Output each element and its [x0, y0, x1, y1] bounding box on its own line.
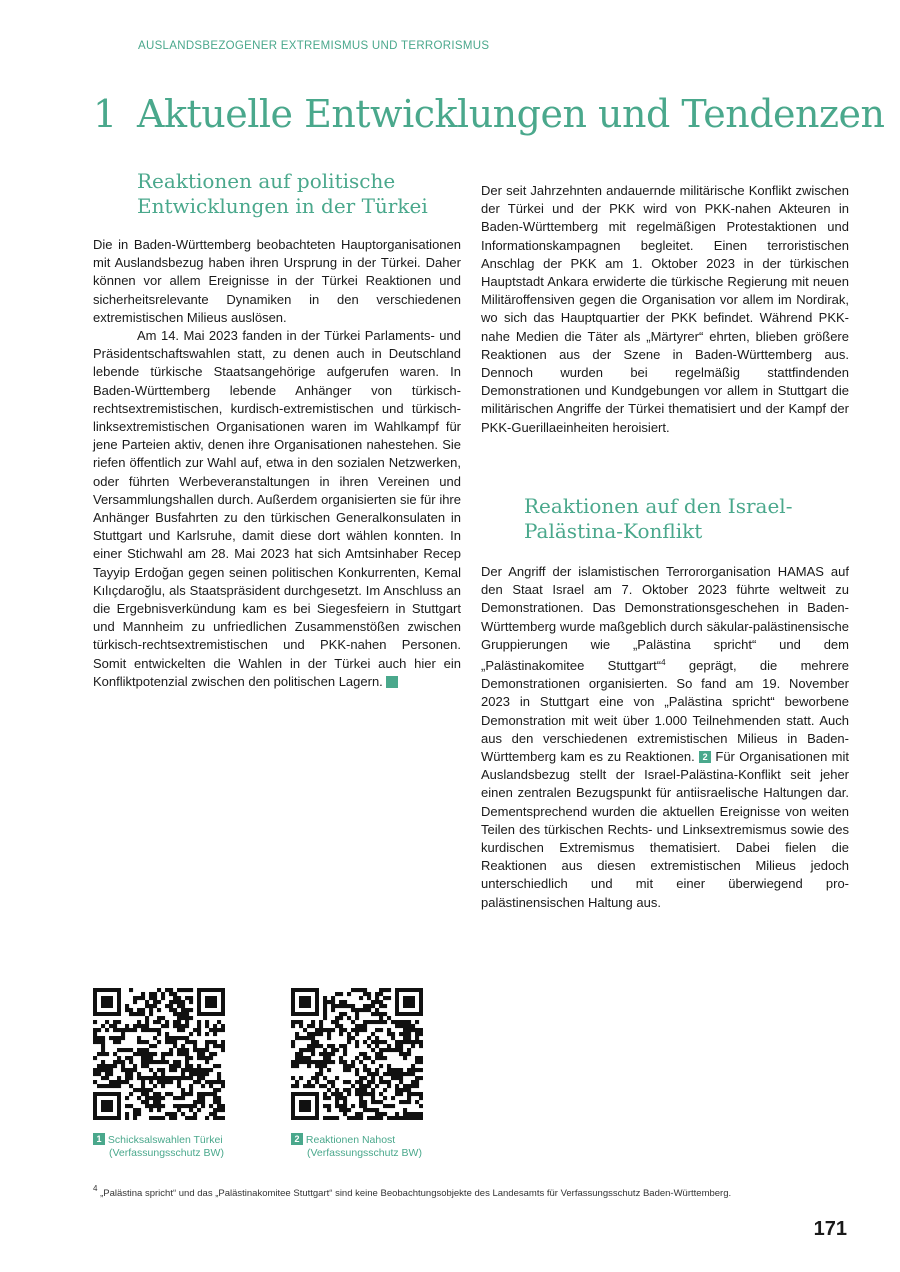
section-title-line: Reaktionen auf politische	[137, 169, 396, 193]
qr-code-icon[interactable]	[93, 988, 225, 1120]
paragraph-text: geprägt, die mehrere Demonstrationen organisierten. So fand am 19. November 2023 in Stuttgart eine von „Palästina spricht“ beworbene Demonstration mit weit über 1.000 Teilnehmenden statt. Auch aus den verschiedenen extremistischen Milieus in Baden-Württemberg kam es zu Reaktionen.	[481, 658, 850, 765]
paragraph	[93, 327, 461, 691]
right-column-section2	[481, 563, 849, 912]
paragraph-text: Für Organisationen mit Auslandsbezug stellt der Israel-Palästina-Konflikt seit jeher einen zentralen Bezugspunkt für antiisraelische Haltungen dar. Dementsprechend wurden die aktuellen Ereignisse von weiten Teilen des türkischen Rechts- und Linksextremismus sowie des kurdischen Extremismus thematisiert. Dabei fielen die Reaktionen aus diesen extremistischen Milieus jedoch unterschiedlich und mit einer überwiegend pro-palästinensischen Haltung aus.	[481, 749, 849, 910]
qr-code-icon[interactable]	[291, 988, 423, 1120]
qr-caption	[291, 1133, 422, 1160]
section-title-line: Reaktionen auf den Israel-	[524, 494, 793, 518]
footnote-marker: 4	[93, 1184, 98, 1193]
section-title-turkey	[137, 169, 428, 219]
paragraph	[481, 563, 849, 912]
right-column	[481, 182, 849, 437]
chapter-heading	[93, 92, 885, 136]
chapter-title: Aktuelle Entwicklungen und Tendenzen	[137, 92, 885, 136]
section-title-line: Palästina-Konflikt	[524, 519, 703, 543]
qr-caption-title: Schicksalswahlen Türkei	[107, 1134, 223, 1146]
paragraph-text: Am 14. Mai 2023 fanden in der Türkei Parlaments- und Präsidentschaftswahlen statt, zu denen auch in Deutschland lebende türkische Staatsangehörige aufgerufen waren. In Baden-Württemberg lebende Anhänger von türkisch-rechtsextremistischen, kurdisch-extremistischen und türkisch-linksextremistischen Organisationen waren im Wahlkampf für jene Parteien aktiv, denen ihre Organisationen nahestehen. Sie riefen öffentlich zur Wahl auf, etwa in den sozialen Netzwerken, oder führten Werbeveranstaltungen in ihren Vereinen und Versammlungshallen durch. Außerdem organisierten sie für ihre Anhänger Busfahrten zu den türkischen Generalkonsulaten in Stuttgart und Karlsruhe, damit diese dort wählen konnten. In einer Stichwahl am 28. Mai 2023 hat sich Amtsinhaber Recep Tayyip Erdoğan gegen seinen politischen Konkurrenten, Kemal Kılıçdaroğlu, als Staatspräsident durchgesetzt. Im Anschluss an die Ergebnisverkündung kam es bei Siegesfeiern in Stuttgart und Mannheim zu unfriedlichen Zusammenstößen zwischen türkisch-rechtsextremistischen und PKK-nahen Personen. Somit entwickelten die Wahlen in der Türkei auch hier ein Konfliktpotenzial zwischen den politischen Lagern.	[93, 328, 461, 689]
qr-caption	[93, 1133, 224, 1160]
page-number: 171	[813, 1218, 847, 1240]
running-header: AUSLANDSBEZOGENER EXTREMISMUS UND TERRORISMUS	[138, 40, 490, 52]
paragraph: Die in Baden-Württemberg beobachteten Hauptorganisationen mit Auslandsbezug haben ihren Ursprung in der Türkei. Daher können vor allem Ereignisse in der Türkei Reaktionen und sicherheitsrelevante Dynamiken in den verschiedenen extremistischen Milieus auslösen.	[93, 237, 461, 325]
footnote-reference: 4	[661, 658, 666, 668]
reference-badge: 1	[93, 1133, 105, 1145]
qr-caption-source: (Verfassungsschutz BW)	[109, 1147, 224, 1159]
paragraph: Der seit Jahrzehnten andauernde militärische Konflikt zwischen der Türkei und der PKK wird von PKK-nahen Akteuren in Baden-Württemberg mit regelmäßigen Protestaktionen und Informationskampagnen begleitet. Einen terroristischen Anschlag der PKK am 1. Oktober 2023 in der türkischen Hauptstadt Ankara erwiderte die türkische Regierung mit neuen Militäroffensiven gegen die Organisation vor allem im Nordirak, wo sich das Hauptquartier der PKK befindet. Während PKK-nahe Medien die Täter als „Märtyrer“ ehrten, blieben größere Reaktionen aus der Szene in Baden-Württemberg aus. Dennoch wurden bei regelmäßig stattfindenden Demonstrationen und Kundgebungen vor allem in Stuttgart die militärischen Angriffe der Türkei thematisiert und der Kampf der PKK-Guerillaeinheiten heroisiert.	[481, 183, 849, 435]
reference-badge: 1	[386, 676, 398, 688]
chapter-number: 1	[93, 92, 117, 136]
paragraph-text: Der Angriff der islamistischen Terrororganisation HAMAS auf den Staat Israel am 7. Oktober 2023 führte weltweit zu Demonstrationen. Das Demonstrationsgeschehen in Baden-Württemberg wurde maßgeblich durch säkular-palästinensische Gruppierungen wie „Palästina spricht“ und dem „Palästinakomitee Stuttgart“	[481, 564, 849, 674]
qr-caption-title: Reaktionen Nahost	[305, 1134, 396, 1146]
section-title-israel	[524, 494, 792, 544]
reference-badge: 2	[291, 1133, 303, 1145]
footnote	[93, 1184, 731, 1199]
footnote-text: „Palästina spricht“ und das „Palästinakomitee Stuttgart“ sind keine Beobachtungsobjekte des Landesamts für Verfassungsschutz Baden-Württemberg.	[100, 1188, 732, 1199]
section-title-line: Entwicklungen in der Türkei	[137, 194, 428, 218]
left-column	[93, 236, 461, 691]
reference-badge: 2	[699, 751, 711, 763]
qr-caption-source: (Verfassungsschutz BW)	[307, 1147, 422, 1159]
